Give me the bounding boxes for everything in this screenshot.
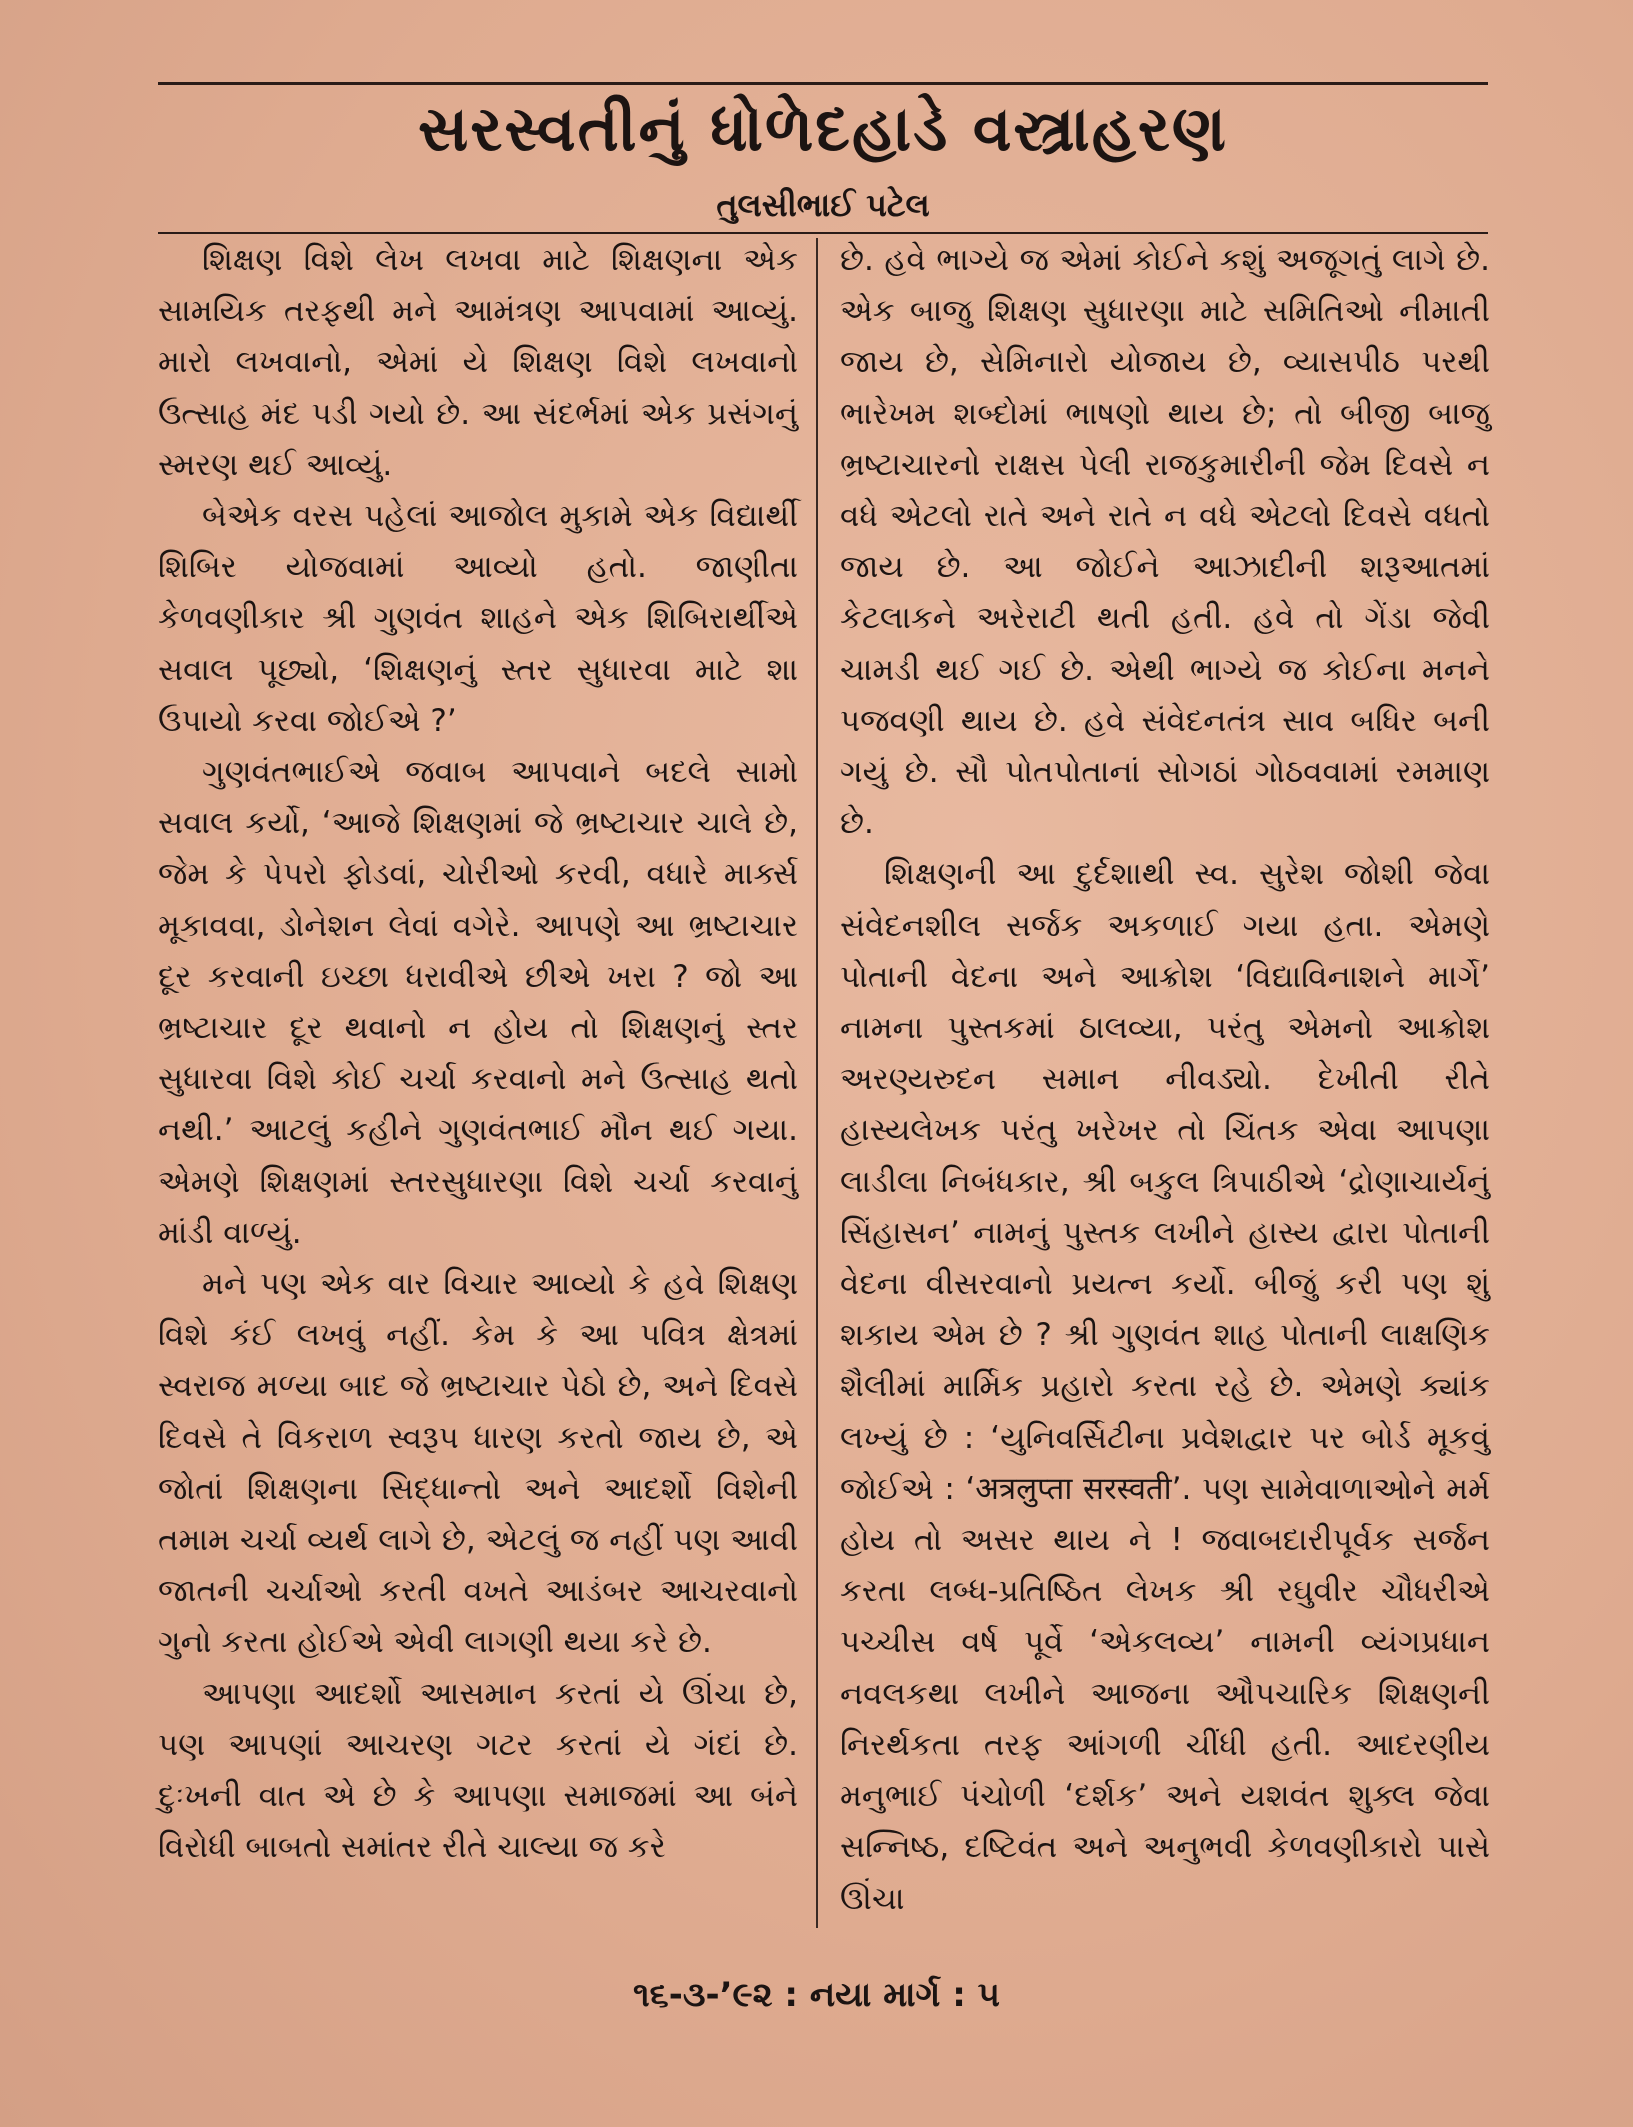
paragraph: આપણા આદર્શો આસમાન કરતાં યે ઊંચા છે, પણ આપણાં આચરણ ગટર કરતાં યે ગંદાં છે. દુઃખની વાત એ છે કે આપણા સમાજમાં આ બંને વિરોધી બાબતો સમાંતર રીતે ચાલ્યા જ કરે <box>158 1675 798 1866</box>
paragraph: બેએક વરસ પહેલાં આજોલ મુકામે એક વિદ્યાર્થી શિબિર યોજવામાં આવ્યો હતો. જાણીતા કેળવણીકાર શ્રી ગુણવંત શાહને એક શિબિરાર્થીએ સવાલ પૂછ્યો, ‘શિક્ષણનું સ્તર સુધારવા માટે શા ઉપાયો કરવા જોઈએ ?’ <box>158 498 798 739</box>
page-footer: ૧૬-૩-’૯૨ : નયા માર્ગ : ૫ <box>633 1975 1000 2015</box>
paragraph: શિક્ષણ વિશે લેખ લખવા માટે શિક્ષણના એક સામયિક તરફથી મને આમંત્રણ આપવામાં આવ્યું. મારો લખવાનો, એમાં યે શિક્ષણ વિશે લખવાનો ઉત્સાહ મંદ પડી ગયો છે. આ સંદર્ભમાં એક પ્રસંગનું સ્મરણ થઈ આવ્યું. <box>158 242 798 483</box>
left-column <box>158 235 798 1874</box>
paragraph: શિક્ષણની આ દુર્દશાથી સ્વ. સુરેશ જોશી જેવા સંવેદનશીલ સર્જક અકળાઈ ગયા હતા. એમણે પોતાની વેદના અને આક્રોશ ‘વિદ્યાવિનાશને માર્ગે’ નામના પુસ્તકમાં ઠાલવ્યા, પરંતુ એમનો આક્રોશ અરણ્યરુદન સમાન નીવડ્યો. દેખીતી રીતે હાસ્યલેખક પરંતુ ખરેખર તો ચિંતક એવા આપણા લાડીલા નિબંધકાર, શ્રી બકુલ ત્રિપાઠીએ ‘દ્રોણાચાર્યનું સિંહાસન’ નામનું પુસ્તક લખીને હાસ્ય દ્વારા પોતાની વેદના વીસરવાનો પ્રયત્ન કર્યો. બીજું કરી પણ શું શકાય એમ છે ? શ્રી ગુણવંત શાહ પોતાની લાક્ષણિક શૈલીમાં માર્મિક પ્રહારો કરતા રહે છે. એમણે ક્યાંક લખ્યું છે : ‘યુનિવર્સિટીના પ્રવેશદ્વાર પર બોર્ડ મૂકવું જોઈએ : ‘अत्रलुप्ता सरस्वती’. પણ સામેવાળાઓને મર્મ હોય તો અસર થાય ને ! જવાબદારીપૂર્વક સર્જન કરતા લબ્ધ-પ્રતિષ્ઠિત લેખક શ્રી રઘુવીર ચૌધરીએ પચ્ચીસ વર્ષ પૂર્વે ‘એકલવ્ય’ નામની વ્યંગપ્રધાન નવલકથા લખીને આજના ઔપચારિક શિક્ષણની નિરર્થકતા તરફ આંગળી ચીંધી હતી. આદરણીય મનુભાઈ પંચોળી ‘દર્શક’ અને યશવંત શુક્લ જેવા સન્નિષ્ઠ, દષ્ટિવંત અને અનુભવી કેળવણીકારો પાસે ઊંચા <box>840 856 1490 1917</box>
top-rule <box>158 82 1488 85</box>
article-author: તુલસીભાઈ પટેલ <box>716 186 930 224</box>
article-title: સરસ્વતીનું ધોળેદહાડે વસ્ત્રાહરણ <box>418 92 1228 165</box>
paragraph: ગુણવંતભાઈએ જવાબ આપવાને બદલે સામો સવાલ કર્યો, ‘આજે શિક્ષણમાં જે ભ્રષ્ટાચાર ચાલે છે, જેમ કે પેપરો ફોડવાં, ચોરીઓ કરવી, વધારે માર્ક્સ મૂકાવવા, ડોનેશન લેવાં વગેરે. આપણે આ ભ્રષ્ટાચાર દૂર કરવાની ઇચ્છા ધરાવીએ છીએ ખરા ? જો આ ભ્રષ્ટાચાર દૂર થવાનો ન હોય તો શિક્ષણનું સ્તર સુધારવા વિશે કોઈ ચર્ચા કરવાનો મને ઉત્સાહ થતો નથી.’ આટલું કહીને ગુણવંતભાઈ મૌન થઈ ગયા. એમણે શિક્ષણમાં સ્તરસુધારણા વિશે ચર્ચા કરવાનું માંડી વાળ્યું. <box>158 754 798 1251</box>
paragraph: મને પણ એક વાર વિચાર આવ્યો કે હવે શિક્ષણ વિશે કંઈ લખવું નહીં. કેમ કે આ પવિત્ર ક્ષેત્રમાં સ્વરાજ મળ્યા બાદ જે ભ્રષ્ટાચાર પેઠો છે, અને દિવસે દિવસે તે વિકરાળ સ્વરૂપ ધારણ કરતો જાય છે, એ જોતાં શિક્ષણના સિદ્ધાન્તો અને આદર્શો વિશેની તમામ ચર્ચા વ્યર્થ લાગે છે, એટલું જ નહીં પણ આવી જાતની ચર્ચાઓ કરતી વખતે આડંબર આચરવાનો ગુનો કરતા હોઈએ એવી લાગણી થયા કરે છે. <box>158 1266 798 1661</box>
header-rule <box>158 232 1488 234</box>
paragraph: છે. હવે ભાગ્યે જ એમાં કોઈને કશું અજૂગતું લાગે છે. એક બાજુ શિક્ષણ સુધારણા માટે સમિતિઓ નીમાતી જાય છે, સેમિનારો યોજાય છે, વ્યાસપીઠ પરથી ભારેખમ શબ્દોમાં ભાષણો થાય છે; તો બીજી બાજુ ભ્રષ્ટાચારનો રાક્ષસ પેલી રાજકુમારીની જેમ દિવસે ન વધે એટલો રાતે અને રાતે ન વધે એટલો દિવસે વધતો જાય છે. આ જોઈને આઝાદીની શરૂઆતમાં કેટલાકને અરેરાટી થતી હતી. હવે તો ગેંડા જેવી ચામડી થઈ ગઈ છે. એથી ભાગ્યે જ કોઈના મનને પજવણી થાય છે. હવે સંવેદનતંત્ર સાવ બધિર બની ગયું છે. સૌ પોતપોતાનાં સોગઠાં ગોઠવવામાં રમમાણ છે. <box>840 242 1490 842</box>
column-divider <box>816 238 818 1928</box>
right-column <box>840 235 1490 1925</box>
